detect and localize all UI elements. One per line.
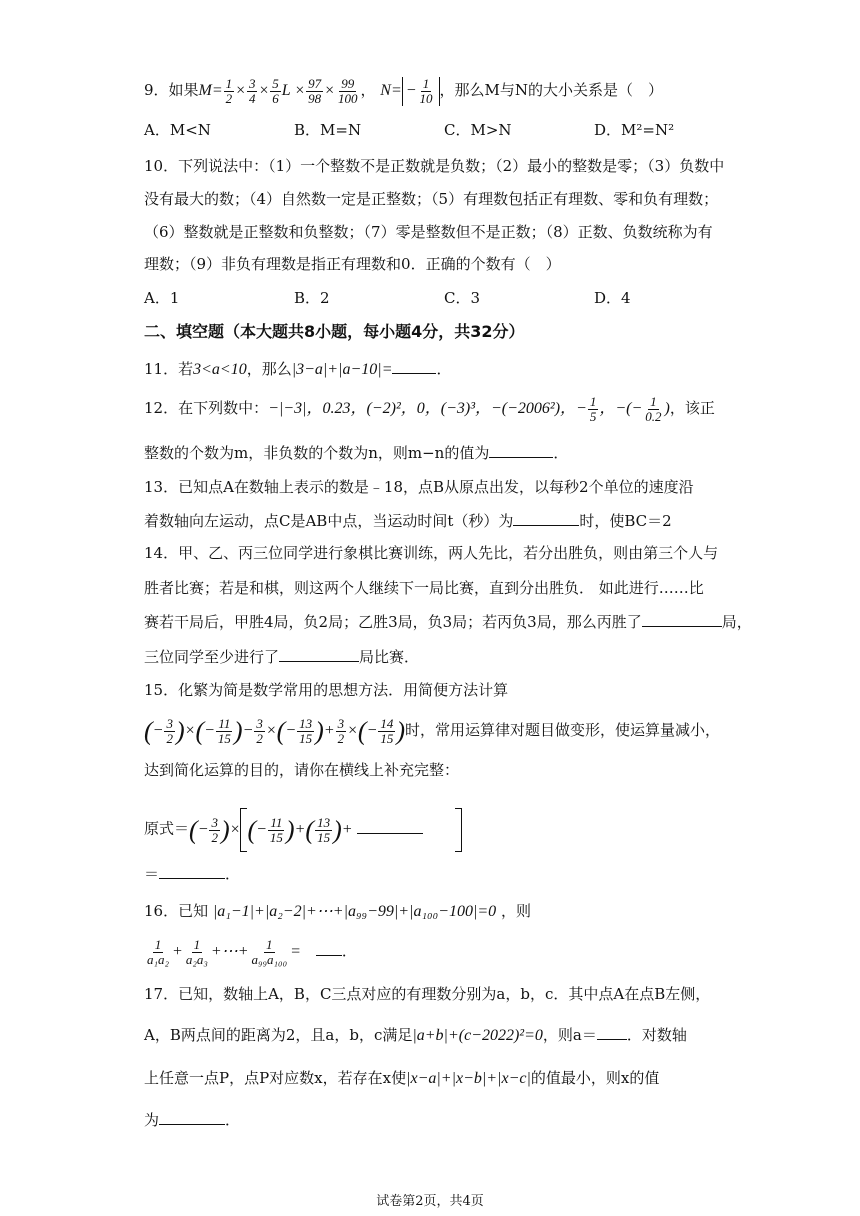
q17-expression: |x−a|+|x−b|+|x−c|: [406, 1070, 531, 1087]
q11-answer-blank[interactable]: [392, 357, 436, 374]
q12-line-2: [144, 441, 568, 464]
q11-end: ．: [436, 360, 452, 378]
q17-line-3: [144, 1067, 659, 1090]
q12-line2-text: 整数的个数为m，非负数的个数为n，则m−n的值为: [144, 444, 490, 462]
q15-answer-blank-2[interactable]: [159, 862, 225, 879]
q16-end: ．: [341, 942, 357, 961]
q15-orig-label: 原式＝: [144, 819, 190, 838]
q14-answer-blank-2[interactable]: [279, 645, 359, 662]
q13-answer-blank[interactable]: [513, 509, 579, 526]
q17-line-2: [144, 1023, 687, 1047]
q16-then: ，则: [500, 902, 531, 920]
q10-option-d[interactable]: D．4: [594, 289, 631, 307]
section-2-title: 二、填空题（本大题共8小题，每小题4分，共32分）: [144, 322, 525, 341]
q13-line2-text: 着数轴向左运动，点C是AB中点，当运动时间t（秒）为: [144, 512, 514, 530]
q12-stem: 12．在下列数中：: [144, 399, 269, 418]
q10-option-a[interactable]: A．1: [144, 289, 180, 307]
q16-answer-blank[interactable]: [316, 939, 342, 956]
q16-stem: 16．已知: [144, 902, 209, 920]
q14-line3-text: 赛若干局后，甲胜4局，负2局；乙胜3局，负3局；若丙负3局，那么丙胜了: [144, 613, 642, 631]
q16-sum: $\frac{1}{\text{a₁a₂}}$ + $\frac{1}{\text{a₂a₃}}$ +⋯+ $\frac{1}{\text{a₉₉a₁₀₀}}$ =: [147, 937, 301, 967]
page-footer: 试卷第2页，共4页: [376, 1194, 484, 1209]
q10-line-1: 10．下列说法中：（1）一个整数不是正数就是负数；（2）最小的整数是零；（3）负数中: [144, 157, 725, 175]
q14-line-3: [144, 610, 752, 633]
q15-orig-expression: (− $\frac{3}{2}$ )× (− $\frac{11}{15}$ )+( $\frac{13}{15}$ )+: [189, 821, 462, 838]
q9-n-expression: N= − $\frac{1}{10}$: [380, 82, 439, 99]
q10-line-2: 没有最大的数；（4）自然数一定是正整数；（5）有理数包括正有理数、零和负有理数；: [144, 190, 719, 208]
q16-condition: |a₁−1|+|a₂−2|+⋯+|a₉₉−99|+|a₁₀₀−100|=0: [212, 903, 497, 920]
q9-option-a[interactable]: A．M<N: [144, 121, 211, 139]
q13-line-2: [144, 509, 672, 532]
question-11: [144, 357, 452, 381]
q17-answer-blank-1[interactable]: [597, 1023, 627, 1040]
q17-line3-tail: 的值最小，则x的值: [530, 1069, 660, 1087]
q9-stem: 9．如果: [144, 81, 199, 100]
q14-line4-text: 三位同学至少进行了: [144, 648, 280, 666]
q11-expression: |3−a|+|a−10|=: [291, 361, 393, 378]
q17-line2-mid: ，则a＝: [542, 1026, 597, 1044]
q15-expression: (− $\frac{3}{2}$ )×(− $\frac{11}{15}$ )− $\frac{3}{2}$ ×(− $\frac{13}{15}$ )+ $\frac{3}{2}$ ×(− $\frac{14}{15}$ ): [144, 716, 406, 746]
question-12: [144, 395, 715, 424]
q9-question: ，那么M与N的大小关系是（ ）: [439, 81, 664, 100]
q15-original: [144, 808, 462, 852]
q9-option-b[interactable]: B．M=N: [294, 121, 362, 139]
q14-answer-blank-1[interactable]: [642, 610, 722, 627]
q17-condition: |a+b|+(c−2022)²=0: [412, 1027, 543, 1044]
q17-line2-text: A，B两点间的距离为2，且a，b，c满足: [144, 1026, 413, 1044]
q11-condition: 3<a<10: [193, 361, 247, 378]
q15-line-1: 15．化繁为简是数学常用的思想方法．用简便方法计算: [144, 681, 509, 699]
q11-stem: 11．若: [144, 360, 194, 378]
question-16: [144, 900, 531, 923]
q14-line-2: 胜者比赛；若是和棋，则这两个人继续下一局比赛，直到分出胜负． 如此进行……比: [144, 579, 704, 597]
q13-line-1: 13．已知点A在数轴上表示的数是﹣18，点B从原点出发，以每秒2个单位的速度沿: [144, 478, 694, 496]
q9-option-d[interactable]: D．M²=N²: [594, 121, 675, 139]
q14-line-4: [144, 645, 419, 668]
q9-option-c[interactable]: C．M>N: [444, 121, 512, 139]
q15-result: [144, 862, 240, 885]
q9-m-expression: M= $\frac{1}{2}$ × $\frac{3}{4}$ × $\frac{5}{6}$ L × $\frac{97}{98}$ × $\frac{99}{100}$: [198, 76, 358, 106]
question-9: [144, 77, 663, 106]
q17-end: ．: [225, 1111, 241, 1129]
q16-sum-line: [144, 938, 357, 967]
q17-line-1: 17．已知，数轴上A，B，C三点对应的有理数分别为a，b，c．其中点A在点B左侧，: [144, 985, 711, 1003]
q12-numbers: −|−3|，0.23，(−2)²，0，(−3)³，−(−2006²)，− $\frac{1}{5}$ ，−(− $\frac{1}{0.2}$ ): [268, 394, 670, 424]
q15-end: ．: [225, 865, 241, 883]
q17-line-4: [144, 1108, 240, 1131]
q10-line-4: 理数；（9）非负有理数是指正有理数和0．正确的个数有（ ）: [144, 255, 561, 273]
q17-line2-tail: ．对数轴: [626, 1026, 687, 1044]
q15-eq: ＝: [144, 865, 160, 883]
q10-option-b[interactable]: B．2: [294, 289, 330, 307]
q15-line-2: [144, 717, 720, 746]
q15-line2-text: 时，常用运算律对题目做变形，使运算量减小，: [405, 721, 721, 740]
q14-line-1: 14．甲、乙、丙三位同学进行象棋比赛训练，两人先比，若分出胜负，则由第三个人与: [144, 544, 719, 562]
q17-line3-text: 上任意一点P，点P对应数x，若存在x使: [144, 1069, 407, 1087]
q12-tail: ，该正: [669, 399, 715, 418]
q9-comma: ，: [360, 81, 376, 100]
q12-end: ．: [553, 444, 569, 462]
q17-line4-text: 为: [144, 1111, 160, 1129]
q15-answer-blank-1[interactable]: [357, 817, 423, 834]
q17-answer-blank-2[interactable]: [159, 1108, 225, 1125]
q15-line-3: 达到简化运算的目的，请你在横线上补充完整：: [144, 761, 460, 779]
q14-line4-tail: 局比赛．: [359, 648, 420, 666]
q13-tail: 时，使BC＝2: [579, 512, 672, 530]
q10-line-3: （6）整数就是正整数和负整数；（7）零是整数但不是正数；（8）正数、负数统称为有: [144, 223, 713, 241]
q12-answer-blank[interactable]: [489, 441, 553, 458]
q10-option-c[interactable]: C．3: [444, 289, 481, 307]
q14-line3-tail: 局，: [721, 613, 752, 631]
q11-then: ，那么: [246, 360, 292, 378]
